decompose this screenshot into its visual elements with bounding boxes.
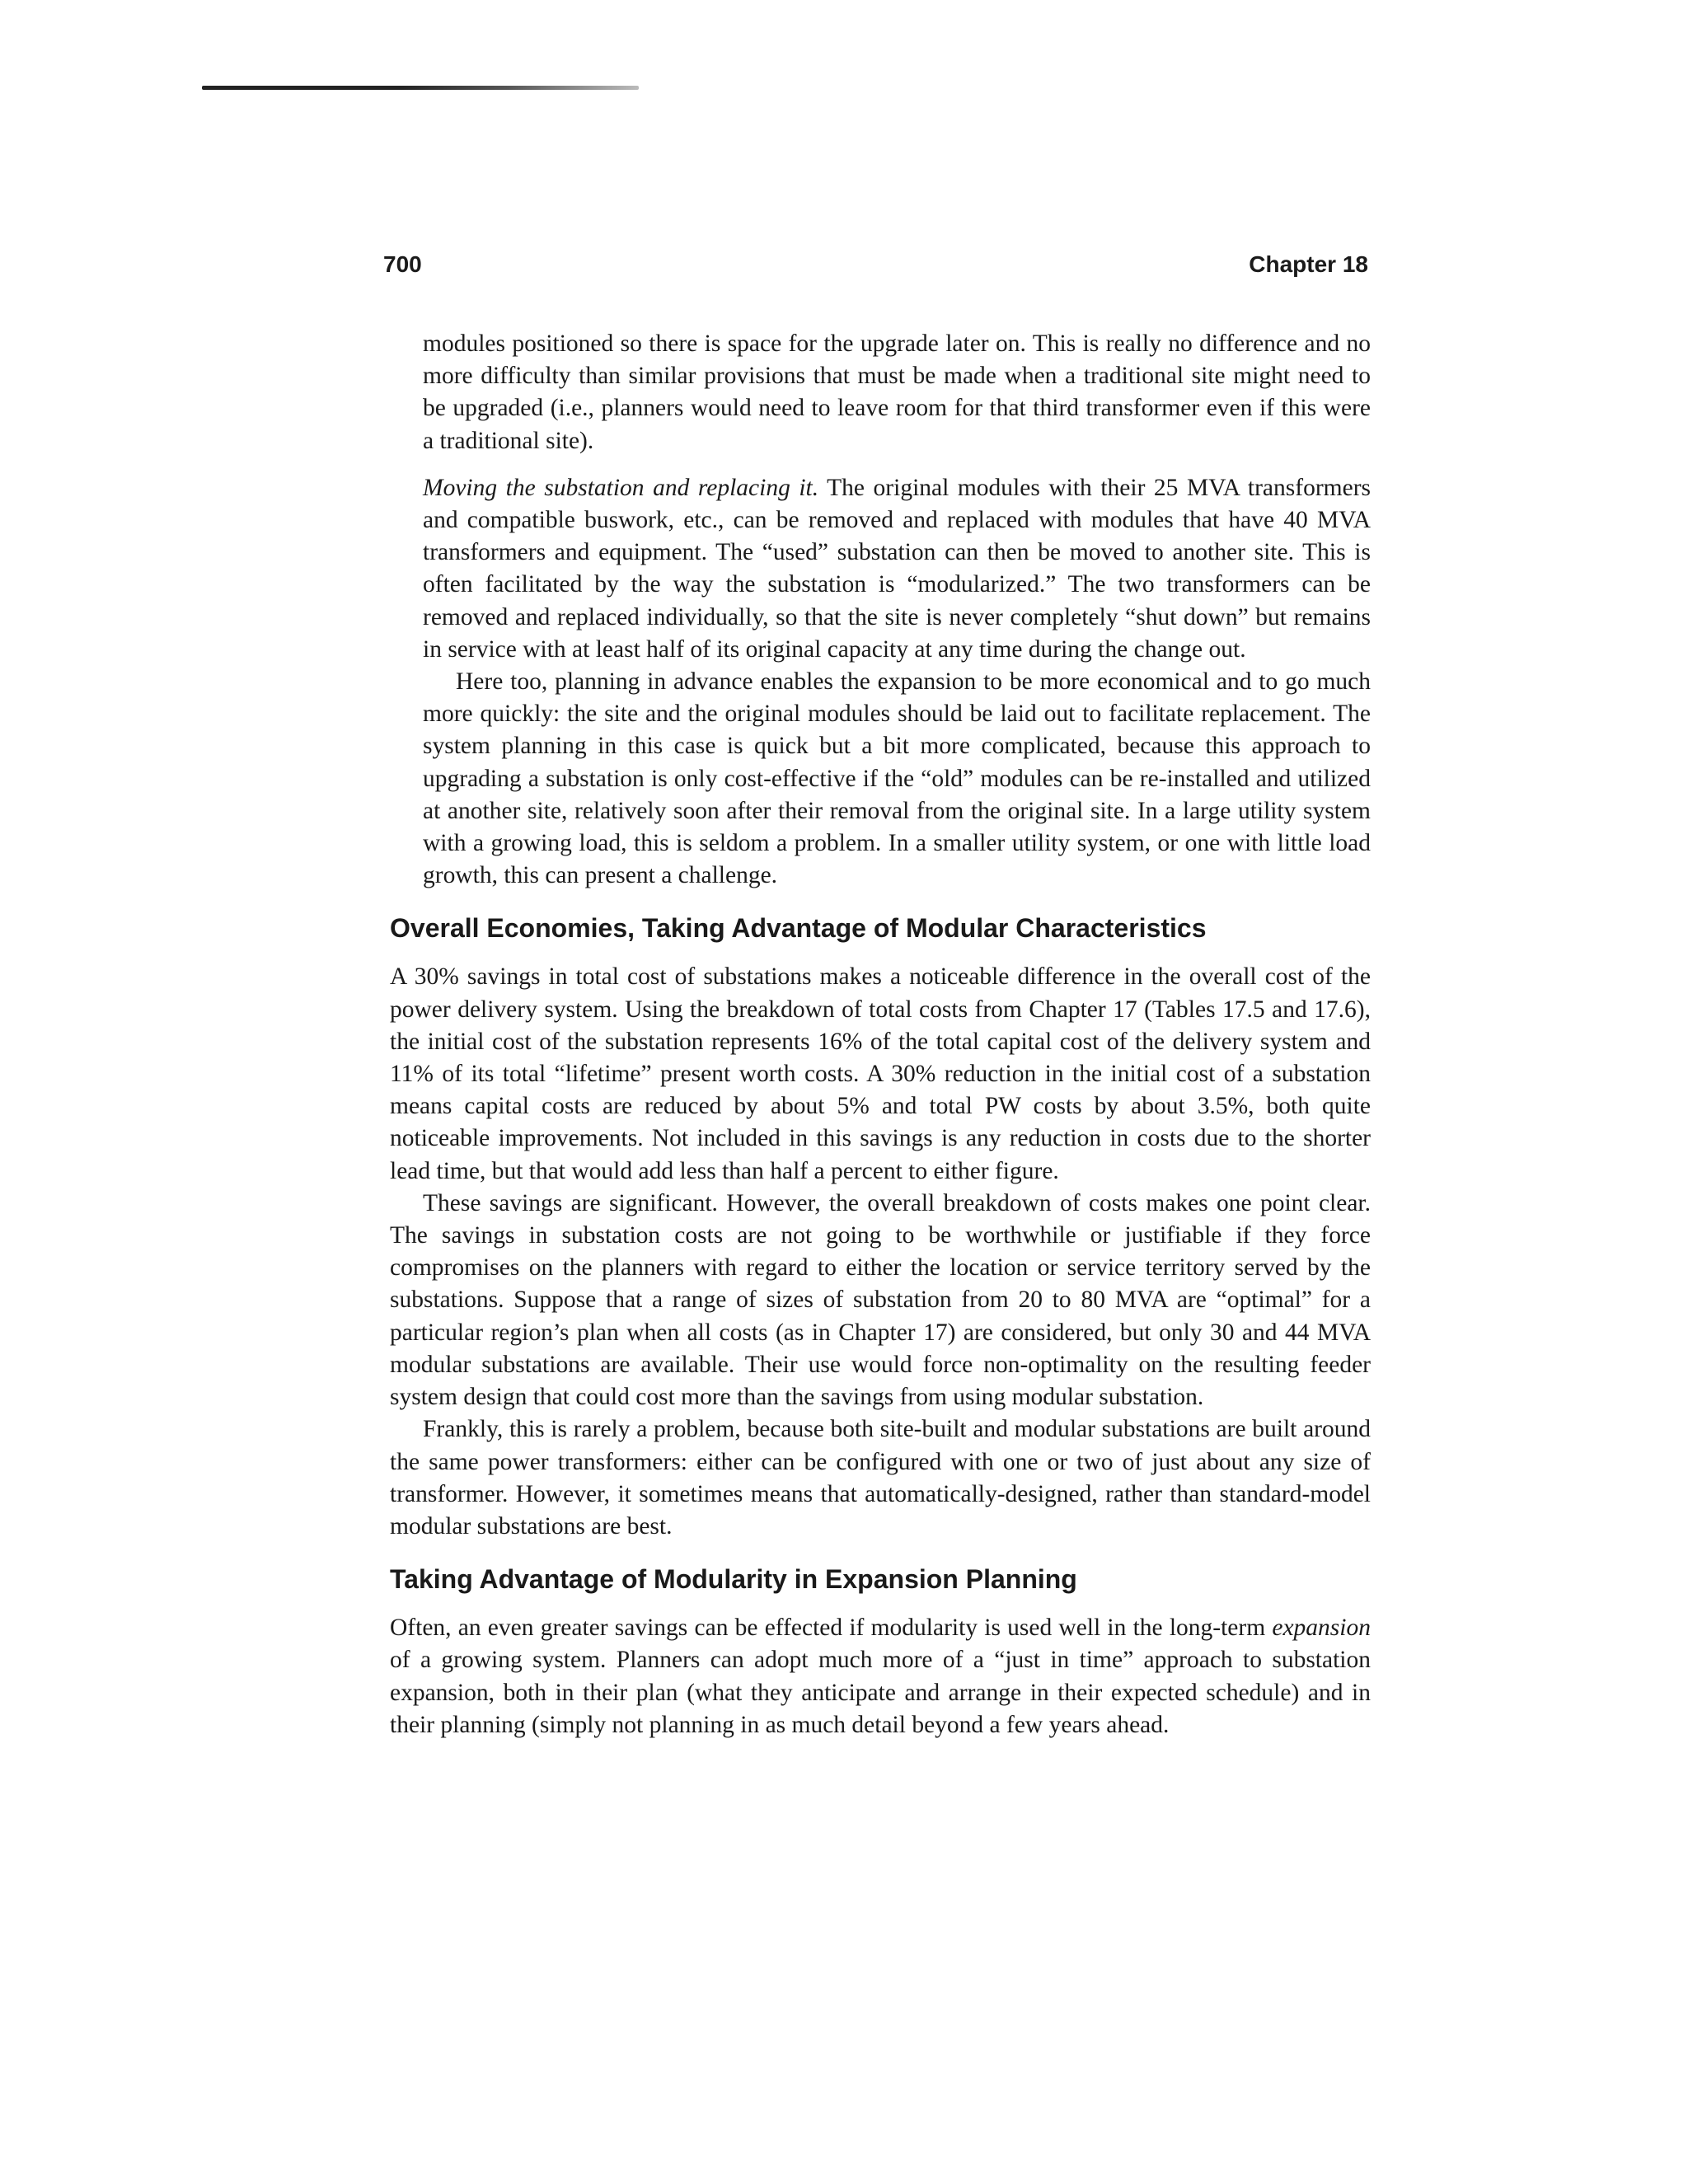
running-header (383, 251, 1368, 284)
top-rule (202, 86, 639, 90)
paragraph-6: Frankly, this is rarely a problem, because both site-built and modular substations are built around the same power transformers: either can be configured with one or two of just about any size of transformer. However, it sometimes means that automatically-designed, rather than standard-model modular substations are best. (390, 1416, 1371, 1540)
chapter-label: Chapter 18 (1249, 251, 1368, 277)
page-body (390, 328, 1371, 1741)
paragraph-3: Here too, planning in advance enables the expansion to be more economical and to go much more quickly: the site and the original modules should be laid out to facilitate replacement. The system planning in this case is quick but a bit more complicated, because this approach to upgrading a substation is only cost-effective if the “old” modules can be re-installed and utilized at another site, relatively soon after their removal from the original site. In a large utility system with a growing load, this is seldom a problem. In a smaller utility system, or one with little load growth, this can present a challenge. (423, 668, 1371, 889)
run-in-heading: Moving the substation and replacing it. (423, 474, 819, 501)
paragraph-2-text: The original modules with their 25 MVA transformers and compatible buswork, etc., can be removed and replaced with modules that have 40 MVA transformers and equipment. The “used” substation can then be moved to another site. This is often facilitated by the way the substation is “modularized.” The two transformers can be removed and replaced individually, so that the site is never completely “shut down” but remains in service with at least half of its original capacity at any time during the change out. (423, 474, 1371, 663)
section-heading-expansion-planning: Taking Advantage of Modularity in Expansion Planning (390, 1564, 1077, 1595)
paragraph-7 (390, 1612, 1371, 1741)
page-number: 700 (383, 251, 422, 277)
paragraph-1: modules positioned so there is space for the upgrade later on. This is really no difference and no more difficulty than similar provisions that must be made when a traditional site might need to be upgraded (i.e., planners would need to leave room for that third transformer even if this were a traditional site). (423, 330, 1371, 454)
paragraph-4: A 30% savings in total cost of substations makes a noticeable difference in the overall cost of the power delivery system. Using the breakdown of total costs from Chapter 17 (Tables 17.5 and 17.6), the initial cost of the substation represents 16% of the total capital cost of the delivery system and 11% of its total “lifetime” present worth costs. A 30% reduction in the initial cost of a substation means capital costs are reduced by about 5% and total PW costs by about 3.5%, both quite noticeable improvements. Not included in this savings is any reduction in costs due to the shorter lead time, but that would add less than half a percent to either figure. (390, 963, 1371, 1184)
indented-block (423, 328, 1371, 892)
paragraph-5: These savings are significant. However, the overall breakdown of costs makes one point clear. The savings in substation costs are not going to be worthwhile or justifiable if they force compromises on the planners with regard to either the location or service territory served by the substations. Suppose that a range of sizes of substation from 20 to 80 MVA are “optimal” for a particular region’s plan when all costs (as in Chapter 17) are considered, but only 30 and 44 MVA modular substations are available. Their use would force non-optimality on the resulting feeder system design that could cost more than the savings from using modular substation. (390, 1189, 1371, 1411)
paragraph-7-text-a: Often, an even greater savings can be effected if modularity is used well in the long-term (390, 1615, 1273, 1642)
paragraph-7-text-b: of a growing system. Planners can adopt much more of a “just in time” approach to substation expansion, both in their plan (what they anticipate and arrange in their expected schedule) and in their planning (simply not planning in as much detail beyond a few years ahead. (390, 1647, 1371, 1738)
emphasis-expansion: expansion (1272, 1615, 1371, 1642)
paragraph-2 (423, 472, 1371, 666)
section-heading-overall-economies: Overall Economies, Taking Advantage of Modular Characteristics (390, 913, 1207, 944)
